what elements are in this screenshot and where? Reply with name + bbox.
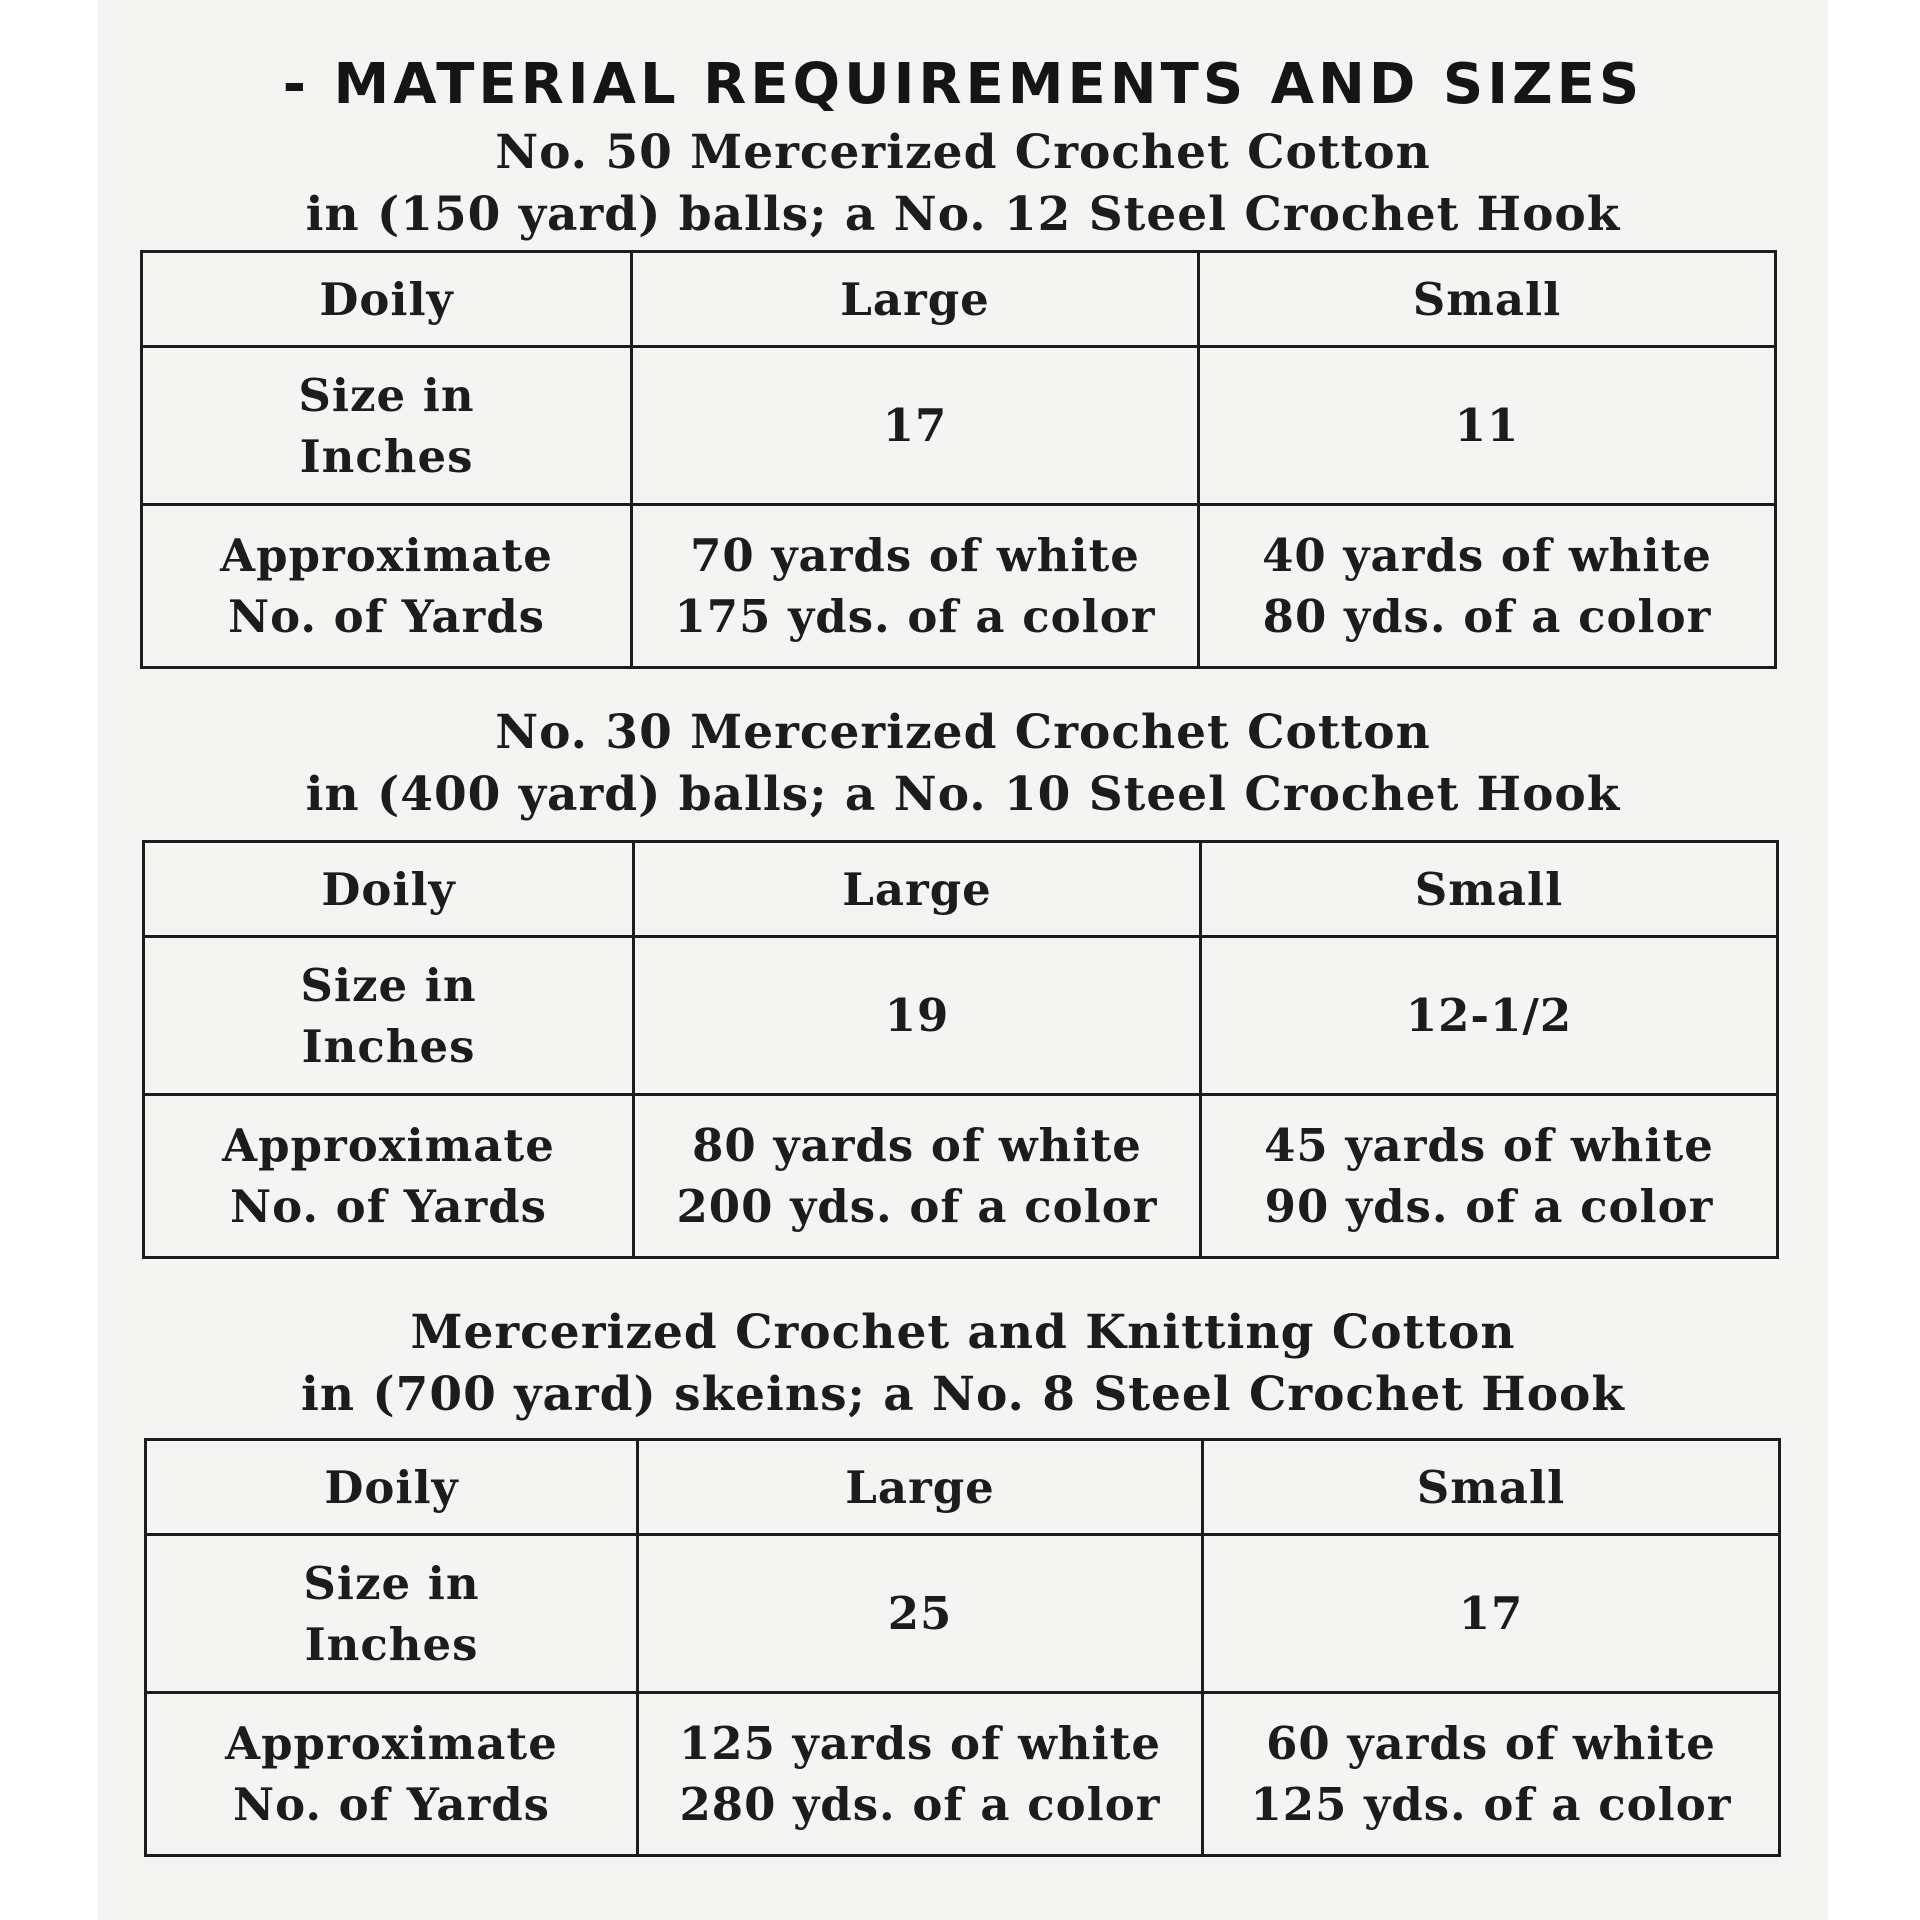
column-header-small: Small — [1201, 842, 1778, 937]
requirements-table-no50 — [140, 250, 1777, 669]
column-header-doily: Doily — [146, 1440, 638, 1535]
section-heading-knitting-cotton — [98, 1302, 1828, 1426]
yards-line: 40 yards of white — [1262, 529, 1712, 582]
cell-size-large: 19 — [634, 937, 1201, 1095]
label-line: No. of Yards — [229, 1180, 548, 1233]
cell-yards-small — [1201, 1095, 1778, 1258]
cell-yards-large — [632, 505, 1199, 668]
heading-line-2: in (700 yard) skeins; a No. 8 Steel Crochet Hook — [301, 1367, 1625, 1422]
label-line: Inches — [304, 1617, 479, 1671]
row-label-size — [142, 347, 632, 505]
yards-line: 125 yds. of a color — [1250, 1778, 1732, 1831]
yards-line: 175 yds. of a color — [674, 590, 1156, 643]
yards-line: 125 yards of white — [678, 1717, 1162, 1770]
cell-size-small: 11 — [1199, 347, 1776, 505]
label-line: Approximate — [220, 529, 553, 582]
label-line: Inches — [301, 1019, 476, 1073]
label-line: No. of Yards — [232, 1778, 551, 1831]
cell-size-small: 17 — [1203, 1535, 1780, 1693]
column-header-small: Small — [1199, 252, 1776, 347]
table-header-row — [142, 252, 1776, 347]
yards-line: 90 yds. of a color — [1264, 1180, 1714, 1233]
row-label-yards — [146, 1693, 638, 1856]
label-line: No. of Yards — [227, 590, 546, 643]
cell-yards-large — [634, 1095, 1201, 1258]
heading-line-1: Mercerized Crochet and Knitting Cotton — [410, 1305, 1516, 1360]
row-label-yards — [142, 505, 632, 668]
yards-line: 200 yds. of a color — [676, 1180, 1158, 1233]
table-header-row — [144, 842, 1778, 937]
label-line: Size in — [298, 368, 475, 422]
yards-line: 70 yards of white — [690, 529, 1140, 582]
table-row-size — [144, 937, 1778, 1095]
label-line: Size in — [303, 1556, 480, 1610]
page-title: - MATERIAL REQUIREMENTS AND SIZES — [282, 52, 1644, 117]
row-label-size — [144, 937, 634, 1095]
row-label-yards — [144, 1095, 634, 1258]
yards-line: 60 yards of white — [1266, 1717, 1716, 1770]
row-label-size — [146, 1535, 638, 1693]
cell-yards-large — [638, 1693, 1203, 1856]
section-heading-no30 — [98, 702, 1828, 826]
table-row-size — [146, 1535, 1780, 1693]
requirements-table-knitting-cotton — [144, 1438, 1781, 1857]
cell-size-large: 25 — [638, 1535, 1203, 1693]
column-header-large: Large — [632, 252, 1199, 347]
table-row-yards — [146, 1693, 1780, 1856]
column-header-doily: Doily — [142, 252, 632, 347]
column-header-large: Large — [638, 1440, 1203, 1535]
column-header-doily: Doily — [144, 842, 634, 937]
cell-size-small: 12-1/2 — [1201, 937, 1778, 1095]
table-row-size — [142, 347, 1776, 505]
table-row-yards — [142, 505, 1776, 668]
heading-line-1: No. 50 Mercerized Crochet Cotton — [495, 125, 1431, 180]
column-header-small: Small — [1203, 1440, 1780, 1535]
label-line: Approximate — [225, 1717, 558, 1770]
heading-line-2: in (400 yard) balls; a No. 10 Steel Crochet Hook — [305, 767, 1621, 822]
label-line: Inches — [299, 429, 474, 483]
table-header-row — [146, 1440, 1780, 1535]
heading-line-1: No. 30 Mercerized Crochet Cotton — [495, 705, 1431, 760]
yards-line: 80 yds. of a color — [1262, 590, 1712, 643]
cell-yards-small — [1199, 505, 1776, 668]
yards-line: 80 yards of white — [692, 1119, 1142, 1172]
heading-line-2: in (150 yard) balls; a No. 12 Steel Crochet Hook — [305, 187, 1621, 242]
cell-size-large: 17 — [632, 347, 1199, 505]
table-row-yards — [144, 1095, 1778, 1258]
label-line: Approximate — [222, 1119, 555, 1172]
section-heading-no50 — [98, 122, 1828, 246]
label-line: Size in — [300, 958, 477, 1012]
cell-yards-small — [1203, 1693, 1780, 1856]
requirements-table-no30 — [142, 840, 1779, 1259]
column-header-large: Large — [634, 842, 1201, 937]
yards-line: 45 yards of white — [1264, 1119, 1714, 1172]
yards-line: 280 yds. of a color — [679, 1778, 1161, 1831]
